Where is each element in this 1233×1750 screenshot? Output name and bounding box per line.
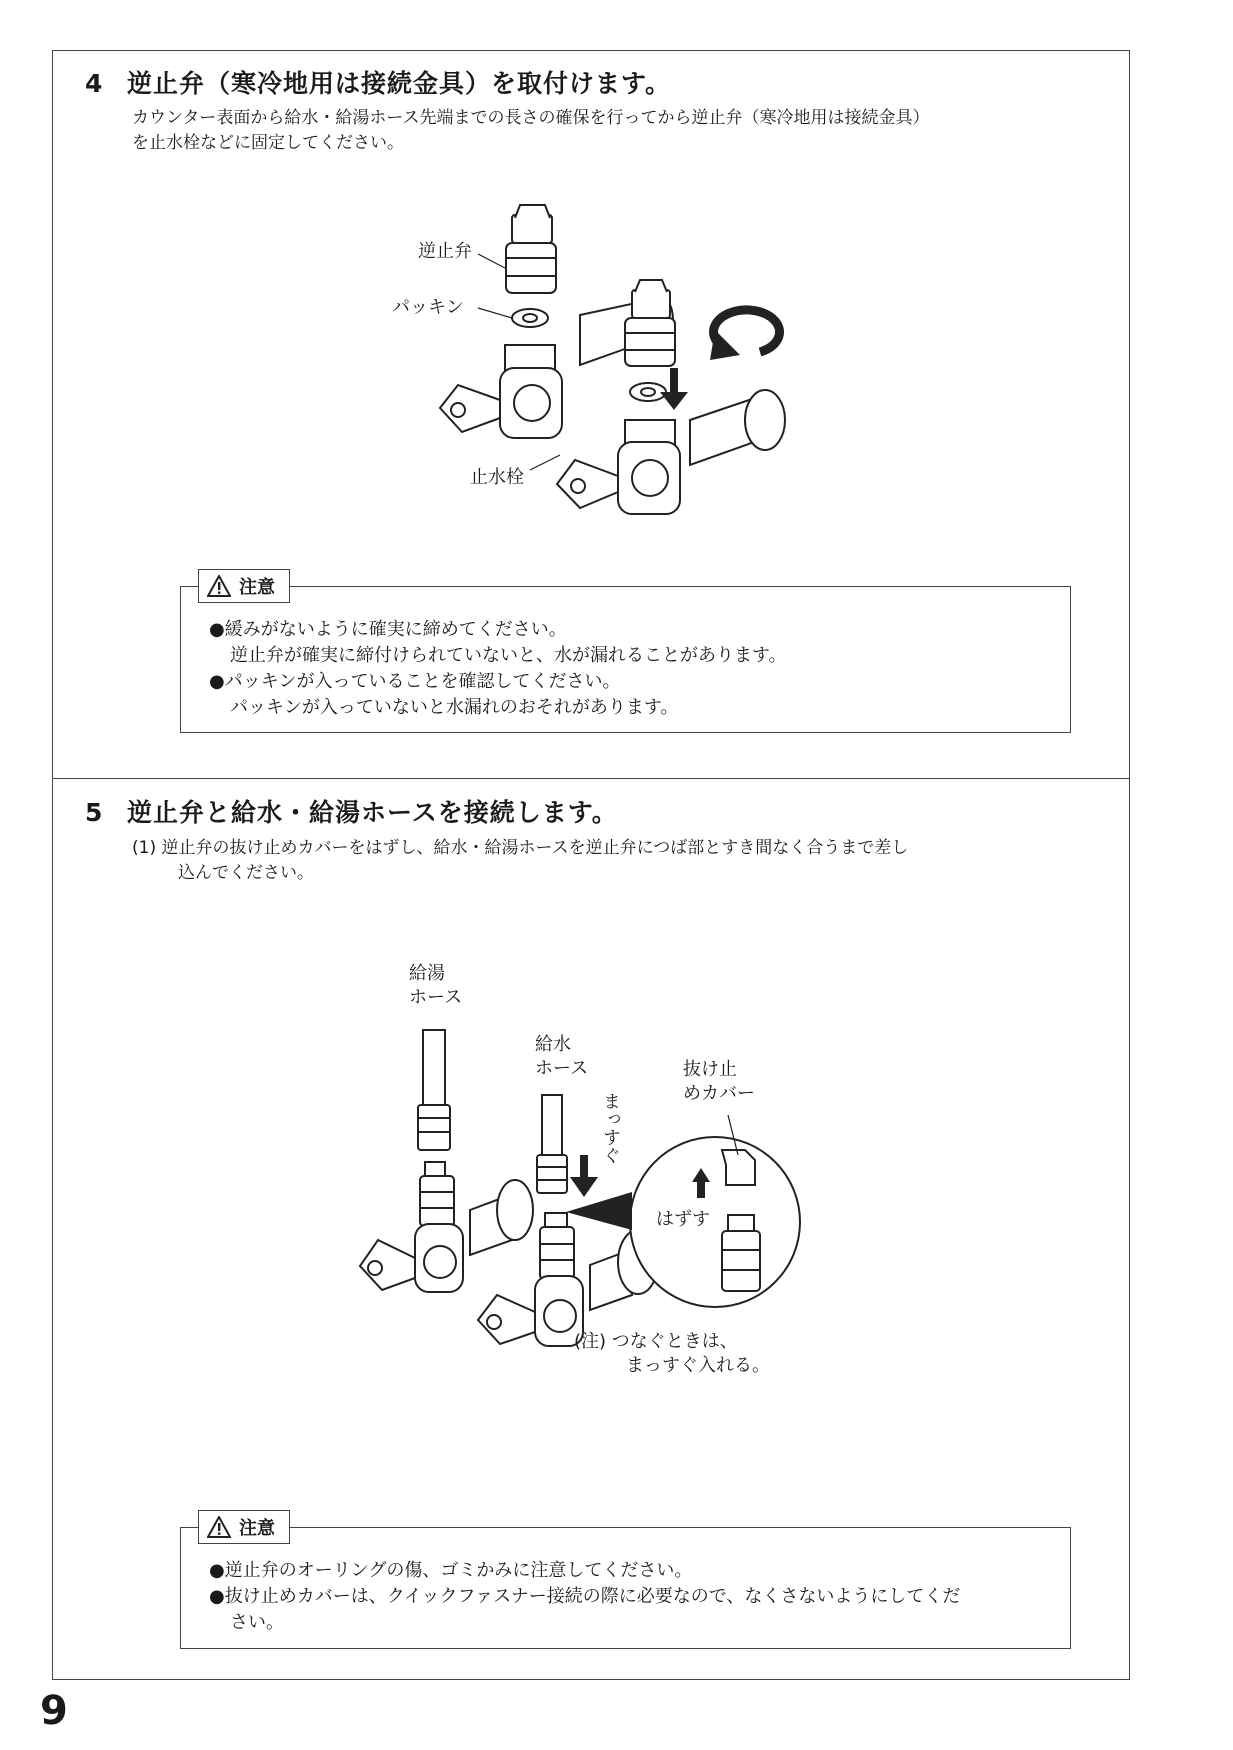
label-cover (683, 1058, 755, 1106)
caution2-line2: ●抜け止めカバーは、クイックファスナー接続の際に必要なので、なくさないようにしてくだ (209, 1586, 961, 1607)
caution1-line1: ●緩みがないように確実に締めてください。 (209, 619, 567, 640)
step4-text-line1: カウンター表面から給水・給湯ホース先端までの長さの確保を行ってから逆止弁（寒冷地用は接続金具） (132, 108, 930, 128)
label-hot-hose-line2: ホース (409, 987, 463, 1008)
caution1-line3: ●パッキンが入っていることを確認してください。 (209, 671, 621, 692)
label-cold-hose (535, 1033, 588, 1081)
caution2-line3: さい。 (230, 1612, 284, 1633)
caution-heading-text-1: 注意 (239, 577, 275, 598)
label-note-line2: まっすぐ入れる。 (626, 1355, 770, 1376)
label-cold-hose-line2: ホース (535, 1058, 589, 1079)
label-hot-hose-line1: 給湯 (409, 963, 445, 984)
label-stop-valve: 止水栓 (470, 467, 524, 488)
step5-number: 5 (85, 798, 104, 827)
label-cold-hose-line1: 給水 (535, 1034, 571, 1055)
warning-triangle-icon (207, 1516, 231, 1538)
label-hot-hose (409, 962, 462, 1010)
label-remove: はずす (656, 1209, 710, 1230)
step4-title-text: 逆止弁（寒冷地用は接続金具）を取付けます。 (127, 69, 672, 98)
label-note-line1: (注) つなぐときは、 (574, 1331, 738, 1352)
step4-number: 4 (85, 69, 104, 98)
caution-body-2 (209, 1558, 960, 1636)
page-number: 9 (40, 1688, 68, 1734)
step4-text-line2: を止水栓などに固定してください。 (132, 133, 404, 153)
step5-text-line2: 込んでください。 (178, 863, 314, 883)
label-note (574, 1330, 770, 1378)
label-packing: パッキン (392, 297, 464, 318)
caution-heading-text-2: 注意 (239, 1518, 275, 1539)
label-check-valve: 逆止弁 (418, 241, 472, 262)
caution1-line2: 逆止弁が確実に締付けられていないと、水が漏れることがあります。 (230, 645, 787, 666)
caution1-line4: パッキンが入っていないと水漏れのおそれがあります。 (230, 697, 679, 718)
label-cover-line2: めカバー (683, 1083, 755, 1104)
caution2-line1: ●逆止弁のオーリングの傷、ゴミかみに注意してください。 (209, 1560, 693, 1581)
label-straight: まっすぐ (600, 1092, 621, 1164)
step5-title-text: 逆止弁と給水・給湯ホースを接続します。 (127, 798, 618, 827)
caution-heading-2 (198, 1510, 290, 1544)
caution-box-2 (180, 1518, 1071, 1649)
label-cover-line1: 抜け止 (683, 1059, 737, 1080)
step5-text-line1: (1) 逆止弁の抜け止めカバーをはずし、給水・給湯ホースを逆止弁につば部とすき間なく合うまで差し (132, 838, 909, 858)
